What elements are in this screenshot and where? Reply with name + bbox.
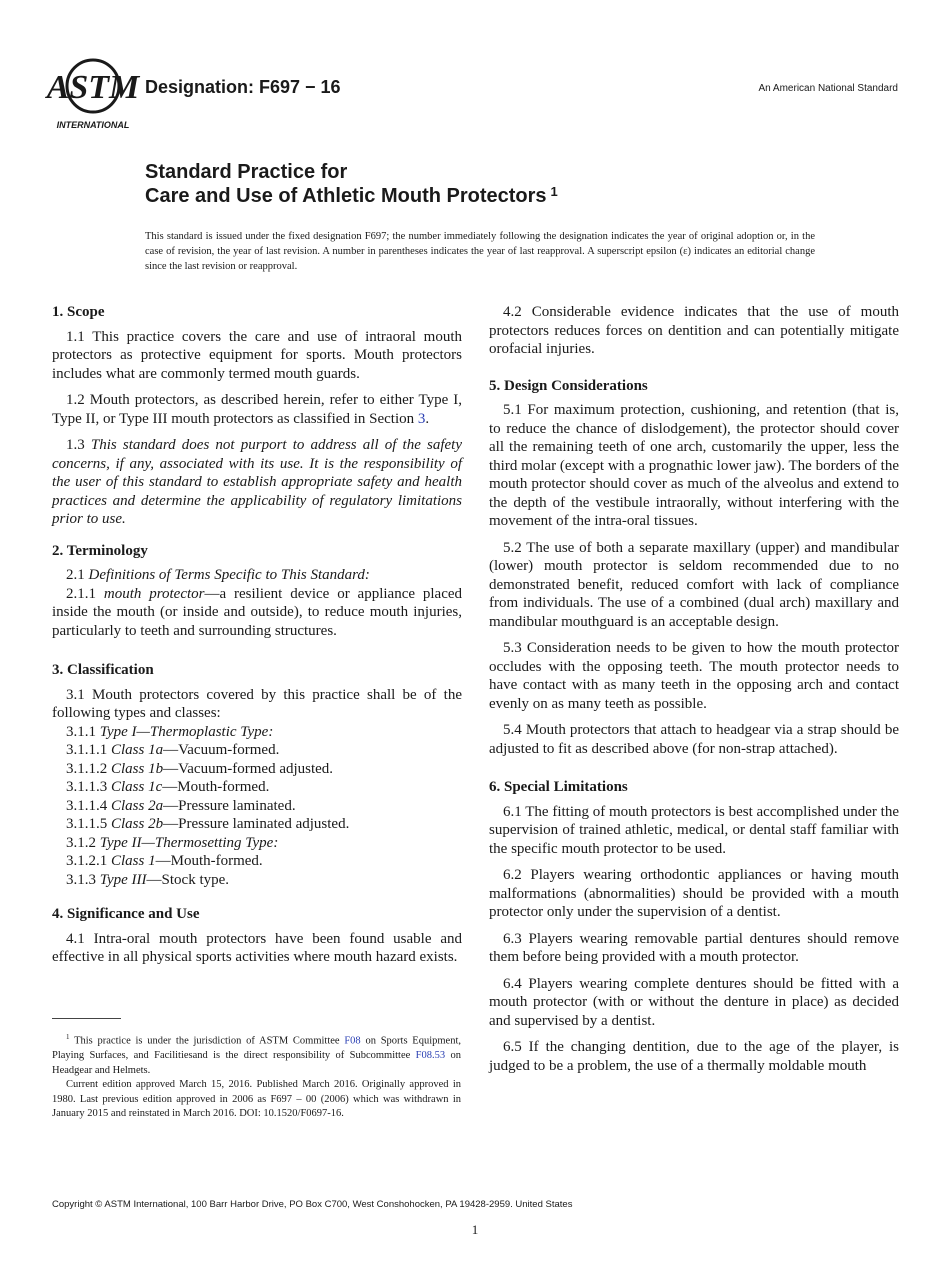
classification-item: 3.1.1.1 Class 1a—Vacuum-formed.	[66, 742, 280, 758]
classification-item: 3.1.1.5 Class 2b—Pressure laminated adjusted.	[66, 816, 350, 832]
classification-item: 3.1.1.3 Class 1c—Mouth-formed.	[66, 779, 270, 795]
para-1-1: 1.1 This practice covers the care and use of intraoral mouth protectors as protective equipment for sports. Mouth protectors includes what are commonly termed mouth guards.	[52, 328, 462, 382]
left-column	[52, 303, 462, 975]
classification-list	[52, 723, 462, 890]
para-3-1: 3.1 Mouth protectors covered by this practice shall be of the following types and classes:	[52, 686, 462, 721]
para-1-2: 1.2 Mouth protectors, as described herein, refer to either Type I, Type II, or Type III mouth protectors as classified in Section 3.	[52, 392, 462, 427]
title-line-2: Care and Use of Athletic Mouth Protectors	[145, 185, 547, 207]
classification-item: 3.1.2.1 Class 1—Mouth-formed.	[66, 853, 263, 869]
section-heading-scope: 1. Scope	[52, 304, 105, 320]
classification-item: 3.1.1.4 Class 2a—Pressure laminated.	[66, 797, 296, 814]
para-2-1-1: 2.1.1 mouth protector—a resilient device or appliance placed inside the mouth (or inside and outside), to reduce mouth injuries, particularly to teeth and surrounding structures.	[52, 585, 463, 639]
copyright-notice: Copyright © ASTM International, 100 Barr Harbor Drive, PO Box C700, West Conshohocken, PA 19428-2959. United States	[52, 1199, 573, 1210]
section-heading-significance: 4. Significance and Use	[52, 906, 200, 922]
classification-item: 3.1.3 Type III—Stock type.	[66, 871, 230, 888]
title-line-1: Standard Practice for	[145, 161, 348, 183]
footnote-edition: Current edition approved March 15, 2016. Published March 2016. Originally approved in 1980. Last previous edition approved in 2006 as F697 – 00 (2006) which was withdrawn in January 2015 and reinstated in March 2016. DOI: 10.1520/F0697-16.	[52, 1079, 461, 1119]
committee-f08-link[interactable]: F08	[344, 1035, 361, 1047]
classification-item: 3.1.1.2 Class 1b—Vacuum-formed adjusted.	[66, 760, 334, 777]
section-heading-terminology: 2. Terminology	[52, 542, 148, 559]
para-2-1: 2.1 Definitions of Terms Specific to This Standard:	[66, 567, 370, 583]
footnote-rule	[52, 1018, 121, 1019]
subcommittee-f08-53-link[interactable]: F08.53	[415, 1050, 446, 1061]
section-heading-design: 5. Design Considerations	[489, 377, 648, 394]
title-footnote-mark: 1	[550, 184, 558, 199]
classification-item: 3.1.1 Type I—Thermoplastic Type:	[66, 723, 274, 740]
para-1-3: 1.3 This standard does not purport to address all of the safety concerns, if any, associated with its use. It is the responsibility of the user of this standard to establish appropriate safety and health practices and determine the applicability of regulatory limitations prior to use.	[52, 437, 463, 527]
para-5-3: 5.3 Consideration needs to be given to how the mouth protector occludes with the opposing teeth. The mouth protector needs to have contact with as many teeth in the opposing arch and contact evenly on as many teeth as possible.	[489, 640, 899, 712]
section-heading-classification: 3. Classification	[52, 662, 154, 678]
national-standard-label: An American National Standard	[758, 83, 898, 94]
designation: Designation: F697 − 16	[145, 77, 341, 97]
para-6-1: 6.1 The fitting of mouth protectors is best accomplished under the supervision of trained athletic, medical, or dental staff familiar with the specific mouth protector to be used.	[489, 803, 899, 857]
para-6-2: 6.2 Players wearing orthodontic appliances or having mouth malformations (abnormalities) should be provided with a mouth protector only under the supervision of a dentist.	[489, 867, 899, 920]
page-number: 1	[471, 1222, 479, 1237]
para-6-3: 6.3 Players wearing removable partial dentures should remove them before being provided with a mouth protector.	[489, 930, 899, 965]
right-column	[489, 303, 899, 1083]
para-4-1: 4.1 Intra-oral mouth protectors have been found usable and effective in all physical sports activities where mouth hazard exists.	[52, 930, 462, 965]
svg-text:INTERNATIONAL: INTERNATIONAL	[56, 120, 130, 130]
footnote-1: $^1$ This practice is under the jurisdiction of ASTM Committee F08 on Sports Equipment, Playing Surfaces, and Facilitiesand is the direct responsibility of Subcommittee F08.53 on Headgear and Helmets.	[52, 1033, 461, 1076]
classification-item: 3.1.2 Type II—Thermosetting Type:	[66, 834, 279, 851]
section-heading-limitations: 6. Special Limitations	[489, 779, 628, 795]
para-4-2: 4.2 Considerable evidence indicates that the use of mouth protectors reduces forces on dentition and can potentially mitigate orofacial injuries.	[489, 304, 899, 357]
para-6-4: 6.4 Players wearing complete dentures should be fitted with a mouth protector (with or without the denture in place) as decided and supervised by a dentist.	[489, 975, 899, 1029]
astm-logo	[46, 56, 140, 132]
para-6-5: 6.5 If the changing dentition, due to the age of the player, is judged to be a problem, the use of a thermally moldable mouth	[489, 1039, 899, 1074]
document-title	[145, 160, 558, 208]
issue-note: This standard is issued under the fixed designation F697; the number immediately following the designation indicates the year of original adoption or, in the case of revision, the year of last revision. A number in parentheses indicates the year of last reapproval. A superscript epsilon (ε) indicates an editorial change since the last revision or reapproval.	[145, 231, 815, 272]
para-5-1: 5.1 For maximum protection, cushioning, and retention (that is, to reduce the chance of dislodgement), the protector should cover all the remaining teeth of one arch, customarily the upper, less the third molar (except with a prognathic lower jaw). The borders of the mouth protector should cover as much of the alveolus and extend to the depth of the vestibule intraorally, without interfering with the movement of the intra-oral tissues.	[489, 402, 899, 529]
svg-text:ASTM: ASTM	[46, 69, 140, 106]
para-5-4: 5.4 Mouth protectors that attach to headgear via a strap should be adjusted to fit as described above (for non-strap attached).	[489, 722, 899, 757]
para-5-2: 5.2 The use of both a separate maxillary (upper) and mandibular (lower) mouth protector is seldom recommended due to no demonstrated benefit, reduced comfort with lack of compliance from individuals. The use of a combined (dual arch) maxillary and mandibular mouthguard is an acceptable design.	[489, 539, 899, 630]
footnotes	[52, 1030, 461, 1122]
section-3-link[interactable]: 3	[417, 410, 426, 427]
